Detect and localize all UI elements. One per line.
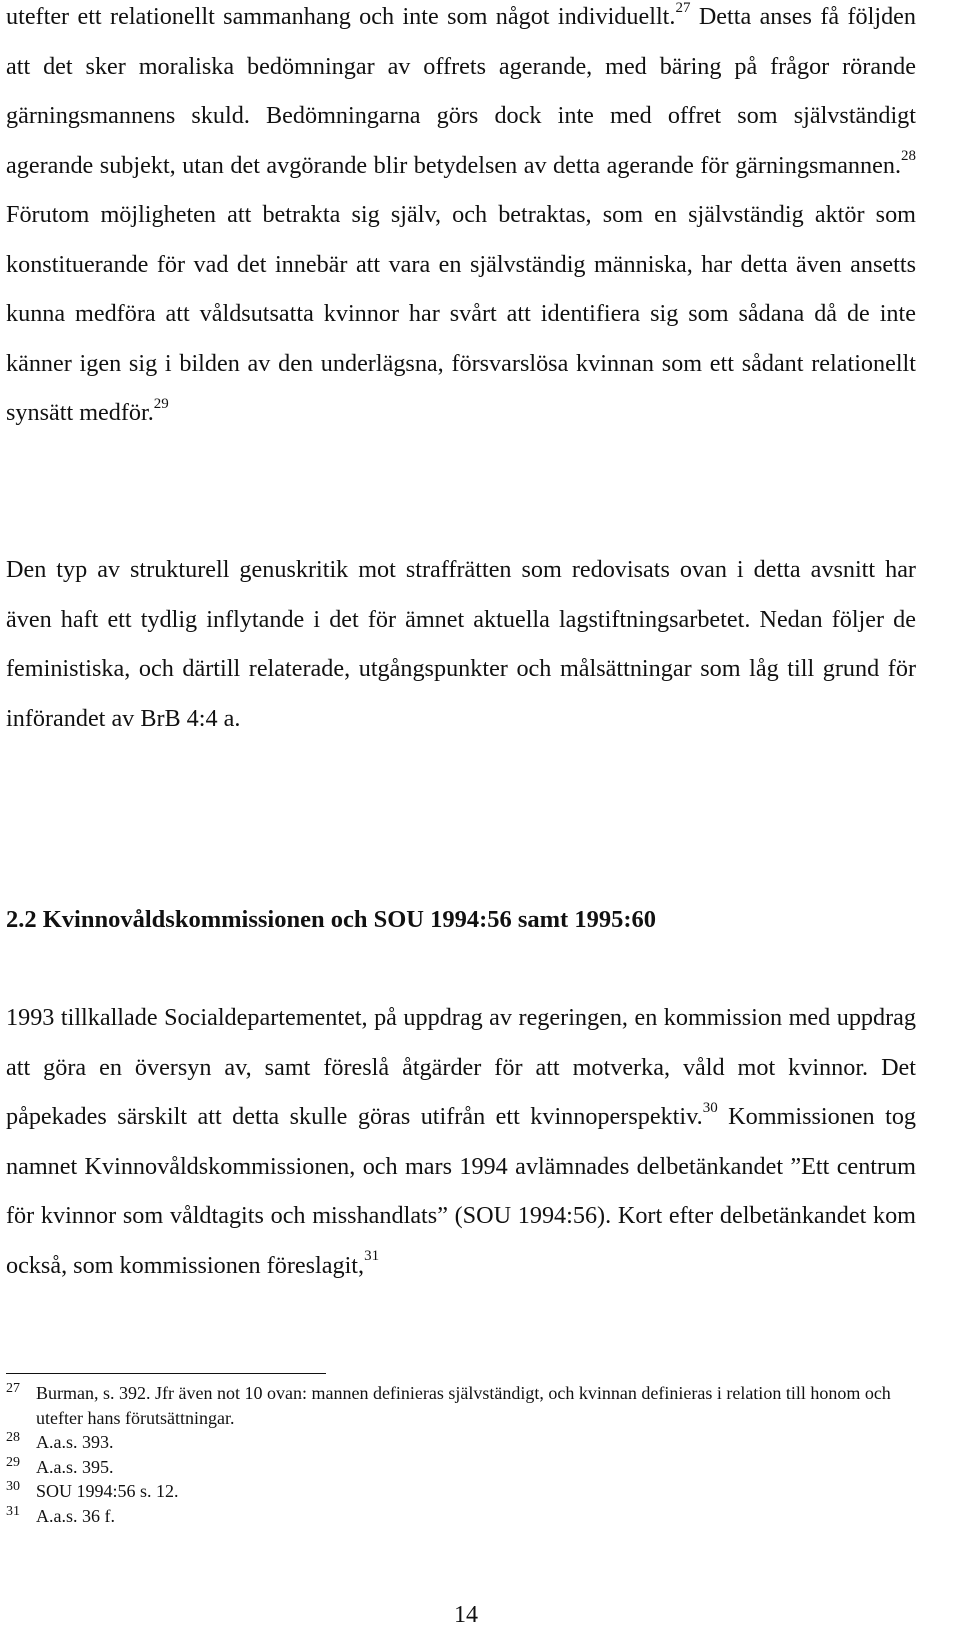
footnote-text: A.a.s. 395. (36, 1456, 114, 1477)
paragraph-text: 1993 tillkallade Socialdepartementet, på uppdrag av regeringen, en kommission med uppdrag att göra en översyn av, samt föreslå åtgärder för att motverka, våld mot kvinnor. Det påpekades särskilt att detta skulle göras utifrån ett kvinnoperspektiv. (6, 1004, 916, 1130)
body-paragraph-3 (6, 993, 916, 1290)
paragraph-text: Den typ av strukturell genuskritik mot straffrätten som redovisats ovan i detta avsnitt har även haft ett tydlig inflytande i det för ämnet aktuella lagstiftningsarbetet. Nedan följer de feministiska, och därtill relaterade, utgångspunkter och målsättningar som låg till grund för införandet av BrB 4:4 a. (6, 556, 916, 732)
footnote-29 (6, 1455, 916, 1480)
footnote-number: 28 (6, 1430, 20, 1445)
footnote-number: 31 (6, 1503, 20, 1519)
footnote-28 (6, 1430, 916, 1455)
body-paragraph-1 (6, 0, 916, 438)
footnote-text: SOU 1994:56 s. 12. (36, 1481, 179, 1501)
footnote-text: Burman, s. 392. Jfr även not 10 ovan: mannen definieras självständigt, och kvinnan definieras i relation till honom och utefter hans förutsättningar. (36, 1383, 891, 1428)
paragraph-text: Detta anses få följden att det sker moraliska bedömningar av offrets agerande, med bäring på frågor rörande gärningsmannens skuld. Bedömningarna görs dock inte med offret som självständigt agerande subjekt, utan det avgörande blir betydelsen av detta agerande för gärningsmannen. (6, 3, 916, 179)
footnote-ref-31[interactable]: 31 (364, 1248, 380, 1265)
footnote-text: A.a.s. 393. (36, 1432, 114, 1452)
page-number: 14 (454, 1602, 478, 1628)
footnote-number: 27 (6, 1381, 20, 1396)
footnotes (6, 1381, 916, 1528)
footnote-31 (6, 1504, 916, 1529)
paragraph-text: Förutom möjligheten att betrakta sig själv, och betraktas, som en självständig aktör som konstituerande för vad det innebär att vara en självständig människa, har detta även ansetts kunna medföra att våldsutsatta kvinnor har svårt att identifiera sig som sådana då de inte känner igen sig i bilden av den underlägsna, försvarslösa kvinnan som ett sådant relationellt synsätt medför. (6, 201, 916, 426)
footnote-ref-30[interactable]: 30 (702, 1099, 718, 1116)
paragraph-text: utefter ett relationellt sammanhang och inte som något individuellt. (6, 3, 676, 30)
footnote-ref-28[interactable]: 28 (901, 148, 916, 165)
section-heading: 2.2 Kvinnovåldskommissionen och SOU 1994:56 samt 1995:60 (6, 906, 657, 933)
footnote-separator (6, 1373, 326, 1374)
footnote-text: A.a.s. 36 f. (36, 1505, 115, 1526)
footnote-number: 30 (6, 1479, 20, 1494)
footnote-ref-29[interactable]: 29 (153, 395, 169, 412)
paragraph-text: Kommissionen tog namnet Kvinnovåldskommissionen, och mars 1994 avlämnades delbetänkandet ”Ett centrum för kvinnor som våldtagits och misshandlats” (SOU 1994:56). Kort efter delbetänkandet kom också, som kommissionen föreslagit, (6, 1103, 917, 1279)
footnote-30 (6, 1479, 916, 1504)
body-paragraph-2 (6, 545, 916, 743)
footnote-number: 29 (6, 1454, 20, 1470)
document-page (6, 0, 916, 1639)
footnote-27 (6, 1381, 916, 1430)
footnote-ref-27[interactable]: 27 (675, 0, 691, 16)
